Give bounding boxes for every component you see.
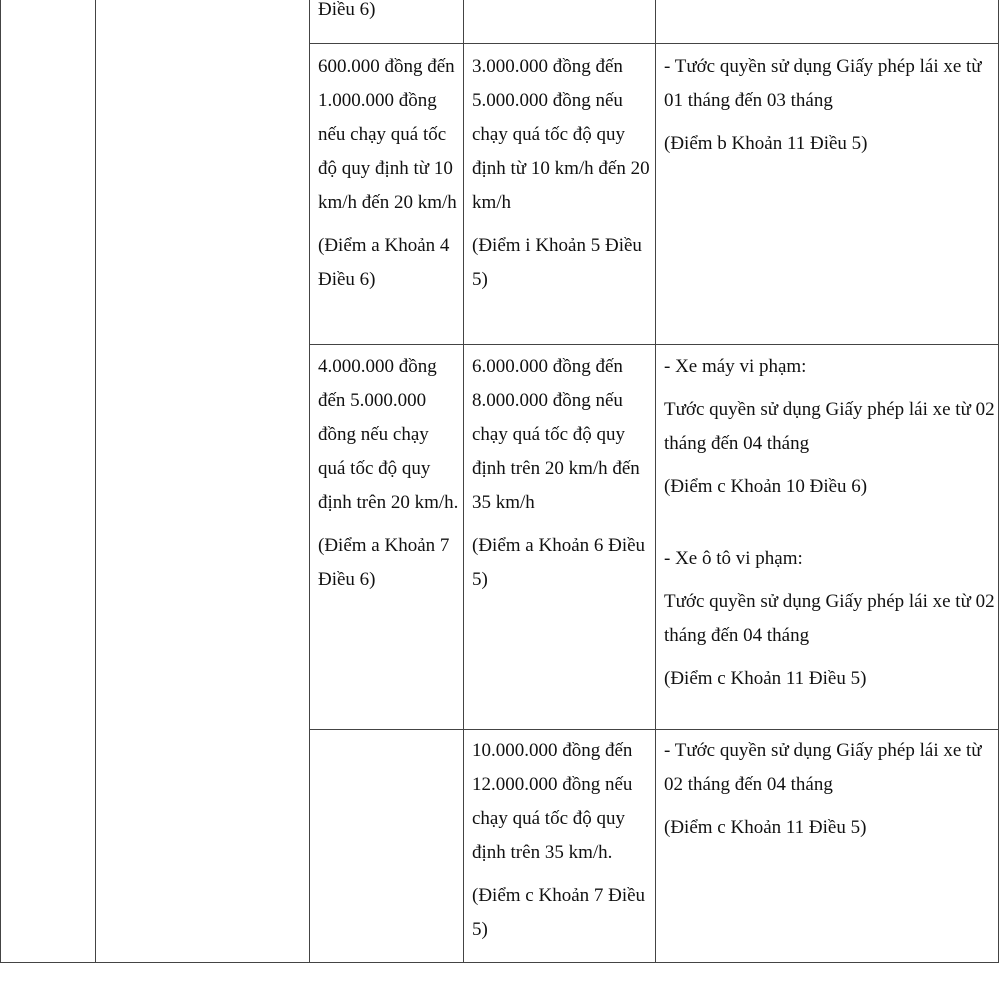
cell-text: Tước quyền sử dụng Giấy phép lái xe từ 02 tháng đến 04 tháng [664,591,995,646]
table-cell-penalty [664,734,996,845]
table-cell-new-fine [472,350,652,597]
table-cell-new-fine [472,734,652,947]
table-row-divider [309,729,999,730]
table-cell-penalty [664,50,996,161]
table-cell-penalty [664,350,996,696]
table-border-right [998,0,999,962]
table-cell-old-fine [318,0,460,27]
cell-text: 6.000.000 đồng đến 8.000.000 đồng nếu chạy quá tốc độ quy định trên 20 km/h đến 35 km/h [472,356,640,513]
table-row-divider [309,344,999,345]
table-column-divider [95,0,96,962]
cell-text: 10.000.000 đồng đến 12.000.000 đồng nếu chạy quá tốc độ quy định trên 35 km/h. [472,740,633,863]
cell-text: - Xe máy vi phạm: [664,356,807,377]
cell-reference: (Điểm a Khoản 7 Điều 6) [318,535,450,590]
cell-text: Tước quyền sử dụng Giấy phép lái xe từ 02 tháng đến 04 tháng [664,399,995,454]
cell-reference: (Điểm a Khoản 4 Điều 6) [318,235,450,290]
cell-text: 4.000.000 đồng đến 5.000.000 đồng nếu chạy quá tốc độ quy định trên 20 km/h. [318,356,459,513]
table-border-left [0,0,1,962]
cell-reference: (Điểm i Khoản 5 Điều 5) [472,235,642,290]
cell-reference: (Điểm b Khoản 11 Điều 5) [664,133,868,154]
table-cell-new-fine [472,50,652,297]
table-row-divider [309,43,999,44]
table-column-divider [463,0,464,962]
table-border-bottom [0,962,999,963]
cell-text: - Tước quyền sử dụng Giấy phép lái xe từ 01 tháng đến 03 tháng [664,56,982,111]
table-cell-old-fine [318,50,460,297]
cell-text: - Xe ô tô vi phạm: [664,548,803,569]
cell-text: Điều 6) [318,0,376,20]
cell-reference: (Điểm c Khoản 7 Điều 5) [472,885,646,940]
cell-text: 600.000 đồng đến 1.000.000 đồng nếu chạy quá tốc độ quy định từ 10 km/h đến 20 km/h [318,56,457,213]
table-cell-old-fine [318,350,460,597]
cell-text: 3.000.000 đồng đến 5.000.000 đồng nếu chạy quá tốc độ quy định từ 10 km/h đến 20 km/h [472,56,650,213]
cell-reference: (Điểm c Khoản 11 Điều 5) [664,668,867,689]
cell-reference: (Điểm c Khoản 10 Điều 6) [664,476,868,497]
cell-reference: (Điểm a Khoản 6 Điều 5) [472,535,646,590]
table-column-divider [309,0,310,962]
table-column-divider [655,0,656,962]
cell-text: - Tước quyền sử dụng Giấy phép lái xe từ 02 tháng đến 04 tháng [664,740,982,795]
cell-reference: (Điểm c Khoản 11 Điều 5) [664,817,867,838]
